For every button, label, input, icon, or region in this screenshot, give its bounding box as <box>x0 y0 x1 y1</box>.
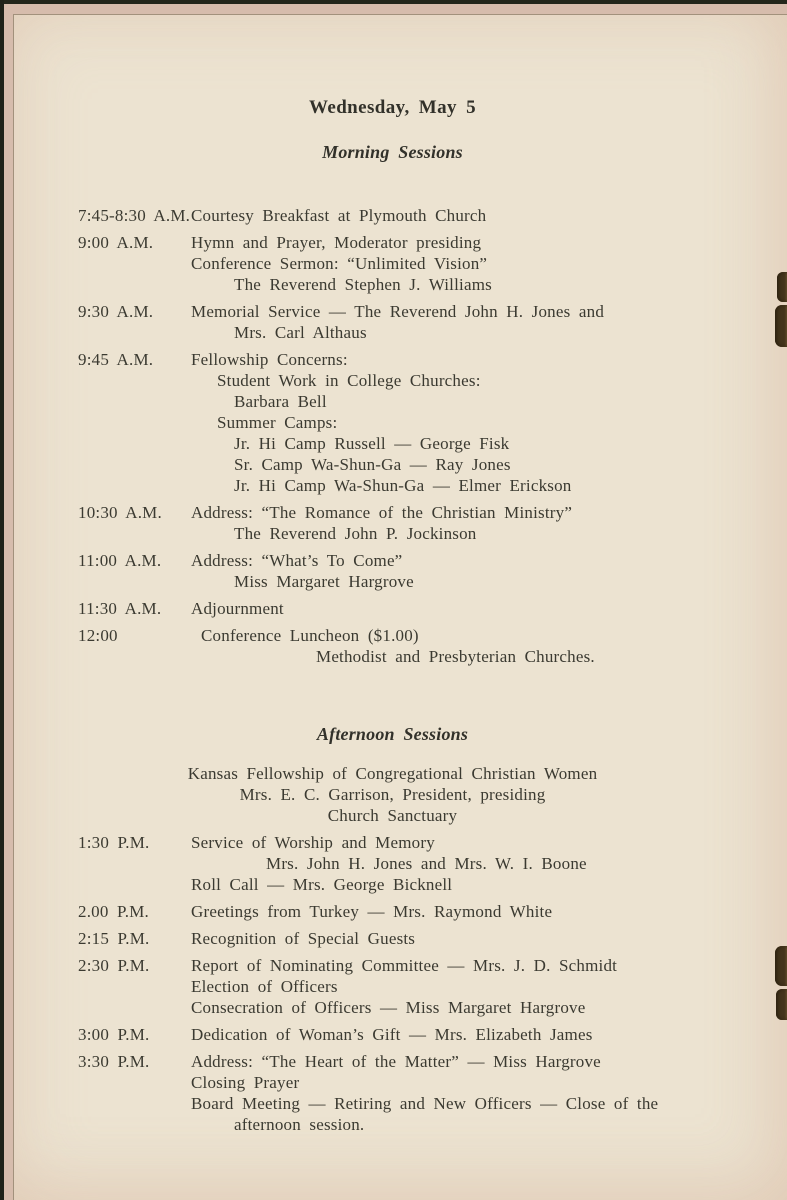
schedule-entry <box>78 625 720 667</box>
entry-line: Address: “The Heart of the Matter” — Miss Hargrove <box>191 1052 601 1071</box>
entry-line: Miss Margaret Hargrove <box>234 572 414 591</box>
entry-line: Closing Prayer <box>191 1073 300 1092</box>
afternoon-schedule <box>65 832 720 1135</box>
entry-time: 2:15 P.M. <box>78 929 150 948</box>
morning-schedule <box>65 205 720 667</box>
schedule-entry <box>78 301 720 343</box>
entry-line: Barbara Bell <box>234 392 327 411</box>
entry-lines <box>191 502 720 544</box>
schedule-entry <box>78 205 720 226</box>
entry-lines <box>191 928 720 949</box>
binding-stain <box>777 272 787 302</box>
schedule-entry <box>78 598 720 619</box>
entry-lines <box>191 550 720 592</box>
binding-stain <box>775 305 787 347</box>
afternoon-intro-line: Mrs. E. C. Garrison, President, presiding <box>239 785 546 804</box>
entry-line: Jr. Hi Camp Wa-Shun-Ga — Elmer Erickson <box>234 476 572 495</box>
entry-lines <box>191 1051 720 1135</box>
entry-line: Address: “The Romance of the Christian Ministry” <box>191 503 573 522</box>
entry-time: 7:45-8:30 A.M. <box>78 206 191 225</box>
entry-line: Address: “What’s To Come” <box>191 551 403 570</box>
entry-line: Dedication of Woman’s Gift — Mrs. Elizabeth James <box>191 1025 593 1044</box>
morning-sessions-heading: Morning Sessions <box>322 142 463 162</box>
entry-time: 9:45 A.M. <box>78 350 154 369</box>
entry-lines <box>191 832 720 895</box>
afternoon-intro-line: Church Sanctuary <box>327 806 458 825</box>
entry-line: Mrs. Carl Althaus <box>234 323 367 342</box>
schedule-entry <box>78 832 720 895</box>
entry-time: 11:00 A.M. <box>78 551 162 570</box>
schedule-entry <box>78 1024 720 1045</box>
entry-lines <box>191 301 720 343</box>
entry-time: 9:00 A.M. <box>78 233 154 252</box>
entry-line: Fellowship Concerns: <box>191 350 348 369</box>
entry-line: Roll Call — Mrs. George Bicknell <box>191 875 453 894</box>
entry-line: Adjournment <box>191 599 284 618</box>
entry-line: The Reverend John P. Jockinson <box>234 524 477 543</box>
entry-time: 12:00 <box>78 626 118 645</box>
entry-lines <box>191 901 720 922</box>
entry-line: Service of Worship and Memory <box>191 833 435 852</box>
binding-stain <box>775 946 787 986</box>
entry-lines <box>191 955 720 1018</box>
entry-time: 10:30 A.M. <box>78 503 162 522</box>
entry-lines <box>191 205 720 226</box>
scan-edge-left <box>0 0 4 1200</box>
schedule-entry <box>78 502 720 544</box>
schedule-entry <box>78 349 720 496</box>
entry-lines <box>191 349 720 496</box>
entry-line: Conference Luncheon ($1.00) <box>201 626 419 645</box>
entry-line: Board Meeting — Retiring and New Officers — Close of the <box>191 1094 659 1113</box>
entry-lines <box>191 232 720 295</box>
entry-time: 2:30 P.M. <box>78 956 150 975</box>
entry-line: Mrs. John H. Jones and Mrs. W. I. Boone <box>266 854 587 873</box>
schedule-entry <box>78 1051 720 1135</box>
entry-time: 2.00 P.M. <box>78 902 149 921</box>
entry-time: 1:30 P.M. <box>78 833 150 852</box>
entry-line: Election of Officers <box>191 977 338 996</box>
entry-line: Jr. Hi Camp Russell — George Fisk <box>234 434 510 453</box>
entry-time: 11:30 A.M. <box>78 599 162 618</box>
entry-line: Courtesy Breakfast at Plymouth Church <box>191 206 487 225</box>
entry-line: Summer Camps: <box>217 413 338 432</box>
entry-lines <box>191 625 720 667</box>
entry-line: The Reverend Stephen J. Williams <box>234 275 492 294</box>
entry-line: Conference Sermon: “Unlimited Vision” <box>191 254 488 273</box>
entry-time: 9:30 A.M. <box>78 302 154 321</box>
schedule-entry <box>78 901 720 922</box>
page-title: Wednesday, May 5 <box>309 97 476 118</box>
program-page <box>13 14 787 1200</box>
entry-line: Sr. Camp Wa-Shun-Ga — Ray Jones <box>234 455 511 474</box>
entry-line: Hymn and Prayer, Moderator presiding <box>191 233 482 252</box>
entry-line: Student Work in College Churches: <box>217 371 481 390</box>
schedule-entry <box>78 928 720 949</box>
schedule-entry <box>78 232 720 295</box>
scan-edge-top <box>0 0 787 4</box>
afternoon-intro <box>65 763 720 826</box>
entry-lines <box>191 598 720 619</box>
binding-stain <box>776 989 787 1020</box>
entry-line: Recognition of Special Guests <box>191 929 416 948</box>
entry-line: Memorial Service — The Reverend John H. Jones and <box>191 302 605 321</box>
entry-line: Methodist and Presbyterian Churches. <box>316 647 595 666</box>
entry-line: Consecration of Officers — Miss Margaret Hargrove <box>191 998 586 1017</box>
afternoon-intro-line: Kansas Fellowship of Congregational Christian Women <box>187 764 598 783</box>
entry-line: Report of Nominating Committee — Mrs. J. D. Schmidt <box>191 956 618 975</box>
entry-line: afternoon session. <box>234 1115 365 1134</box>
schedule-entry <box>78 955 720 1018</box>
afternoon-sessions-heading: Afternoon Sessions <box>316 724 469 744</box>
entry-time: 3:00 P.M. <box>78 1025 150 1044</box>
entry-lines <box>191 1024 720 1045</box>
entry-line: Greetings from Turkey — Mrs. Raymond White <box>191 902 553 921</box>
entry-time: 3:30 P.M. <box>78 1052 150 1071</box>
schedule-entry <box>78 550 720 592</box>
